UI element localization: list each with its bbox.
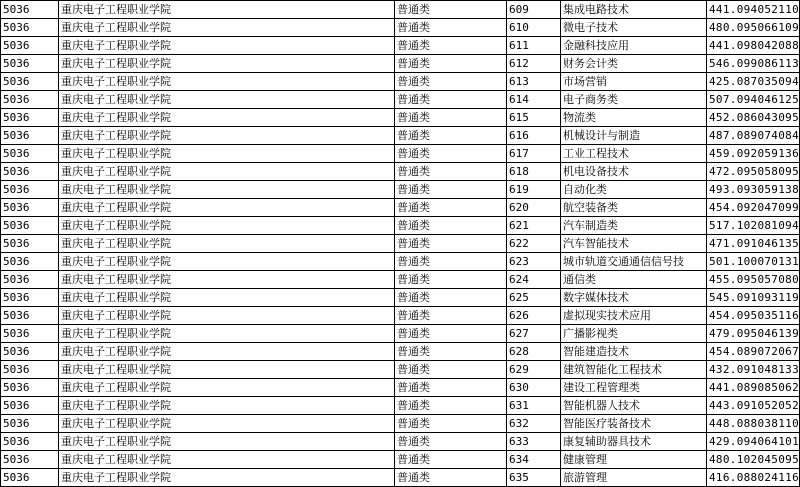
institution-code-cell: 5036 (1, 361, 59, 379)
school-name-cell: 重庆电子工程职业学院 (59, 415, 395, 433)
institution-code-cell: 5036 (1, 55, 59, 73)
table-row (1, 307, 800, 325)
score-cell: 501.100070131 (707, 253, 800, 271)
institution-code-cell: 5036 (1, 307, 59, 325)
major-code-cell: 617 (507, 145, 561, 163)
major-name-cell: 电子商务类 (561, 91, 707, 109)
category-cell: 普通类 (395, 307, 507, 325)
table-row (1, 55, 800, 73)
table-row (1, 235, 800, 253)
major-name-cell: 建筑智能化工程技术 (561, 361, 707, 379)
major-name-cell: 金融科技应用 (561, 37, 707, 55)
table-row (1, 19, 800, 37)
table-row (1, 91, 800, 109)
school-name-cell: 重庆电子工程职业学院 (59, 1, 395, 19)
major-code-cell: 610 (507, 19, 561, 37)
table-row (1, 145, 800, 163)
table-row (1, 415, 800, 433)
score-cell: 454.092047099 (707, 199, 800, 217)
table-row (1, 127, 800, 145)
school-name-cell: 重庆电子工程职业学院 (59, 73, 395, 91)
school-name-cell: 重庆电子工程职业学院 (59, 253, 395, 271)
institution-code-cell: 5036 (1, 181, 59, 199)
institution-code-cell: 5036 (1, 73, 59, 91)
category-cell: 普通类 (395, 55, 507, 73)
table-row (1, 343, 800, 361)
score-cell: 471.091046135 (707, 235, 800, 253)
major-code-cell: 635 (507, 469, 561, 487)
school-name-cell: 重庆电子工程职业学院 (59, 433, 395, 451)
score-cell: 480.102045095 (707, 451, 800, 469)
major-name-cell: 物流类 (561, 109, 707, 127)
category-cell: 普通类 (395, 433, 507, 451)
major-name-cell: 航空装备类 (561, 199, 707, 217)
category-cell: 普通类 (395, 415, 507, 433)
major-name-cell: 智能机器人技术 (561, 397, 707, 415)
major-code-cell: 609 (507, 1, 561, 19)
institution-code-cell: 5036 (1, 163, 59, 181)
category-cell: 普通类 (395, 19, 507, 37)
institution-code-cell: 5036 (1, 199, 59, 217)
table-row (1, 163, 800, 181)
table-row (1, 289, 800, 307)
score-cell: 441.094052110 (707, 1, 800, 19)
school-name-cell: 重庆电子工程职业学院 (59, 343, 395, 361)
major-name-cell: 智能医疗装备技术 (561, 415, 707, 433)
table-row (1, 37, 800, 55)
major-code-cell: 613 (507, 73, 561, 91)
score-cell: 487.089074084 (707, 127, 800, 145)
major-code-cell: 612 (507, 55, 561, 73)
major-code-cell: 620 (507, 199, 561, 217)
major-name-cell: 智能建造技术 (561, 343, 707, 361)
score-cell: 432.091048133 (707, 361, 800, 379)
school-name-cell: 重庆电子工程职业学院 (59, 19, 395, 37)
major-code-cell: 629 (507, 361, 561, 379)
score-cell: 452.086043095 (707, 109, 800, 127)
category-cell: 普通类 (395, 163, 507, 181)
major-name-cell: 市场营销 (561, 73, 707, 91)
table-row (1, 271, 800, 289)
institution-code-cell: 5036 (1, 235, 59, 253)
institution-code-cell: 5036 (1, 253, 59, 271)
table-body (1, 1, 800, 487)
institution-code-cell: 5036 (1, 109, 59, 127)
institution-code-cell: 5036 (1, 37, 59, 55)
table-row (1, 451, 800, 469)
institution-code-cell: 5036 (1, 397, 59, 415)
major-code-cell: 619 (507, 181, 561, 199)
major-code-cell: 615 (507, 109, 561, 127)
score-cell: 507.094046125 (707, 91, 800, 109)
score-cell: 545.091093119 (707, 289, 800, 307)
score-cell: 441.098042088 (707, 37, 800, 55)
school-name-cell: 重庆电子工程职业学院 (59, 181, 395, 199)
institution-code-cell: 5036 (1, 289, 59, 307)
major-code-cell: 611 (507, 37, 561, 55)
major-code-cell: 633 (507, 433, 561, 451)
major-code-cell: 626 (507, 307, 561, 325)
major-code-cell: 624 (507, 271, 561, 289)
institution-code-cell: 5036 (1, 379, 59, 397)
institution-code-cell: 5036 (1, 469, 59, 487)
institution-code-cell: 5036 (1, 91, 59, 109)
major-code-cell: 622 (507, 235, 561, 253)
category-cell: 普通类 (395, 289, 507, 307)
table-row (1, 73, 800, 91)
score-cell: 479.095046139 (707, 325, 800, 343)
school-name-cell: 重庆电子工程职业学院 (59, 379, 395, 397)
institution-code-cell: 5036 (1, 451, 59, 469)
major-name-cell: 数字媒体技术 (561, 289, 707, 307)
major-code-cell: 631 (507, 397, 561, 415)
category-cell: 普通类 (395, 451, 507, 469)
category-cell: 普通类 (395, 361, 507, 379)
table-row (1, 217, 800, 235)
category-cell: 普通类 (395, 343, 507, 361)
category-cell: 普通类 (395, 217, 507, 235)
school-name-cell: 重庆电子工程职业学院 (59, 199, 395, 217)
institution-code-cell: 5036 (1, 271, 59, 289)
major-code-cell: 630 (507, 379, 561, 397)
school-name-cell: 重庆电子工程职业学院 (59, 307, 395, 325)
institution-code-cell: 5036 (1, 415, 59, 433)
major-name-cell: 自动化类 (561, 181, 707, 199)
institution-code-cell: 5036 (1, 325, 59, 343)
major-code-cell: 625 (507, 289, 561, 307)
major-name-cell: 广播影视类 (561, 325, 707, 343)
category-cell: 普通类 (395, 325, 507, 343)
school-name-cell: 重庆电子工程职业学院 (59, 163, 395, 181)
school-name-cell: 重庆电子工程职业学院 (59, 235, 395, 253)
institution-code-cell: 5036 (1, 19, 59, 37)
category-cell: 普通类 (395, 253, 507, 271)
score-cell: 416.088024116 (707, 469, 800, 487)
major-name-cell: 旅游管理 (561, 469, 707, 487)
school-name-cell: 重庆电子工程职业学院 (59, 289, 395, 307)
major-code-cell: 634 (507, 451, 561, 469)
major-name-cell: 机械设计与制造 (561, 127, 707, 145)
institution-code-cell: 5036 (1, 433, 59, 451)
category-cell: 普通类 (395, 1, 507, 19)
category-cell: 普通类 (395, 91, 507, 109)
school-name-cell: 重庆电子工程职业学院 (59, 109, 395, 127)
table-row (1, 325, 800, 343)
major-name-cell: 通信类 (561, 271, 707, 289)
score-cell: 429.094064101 (707, 433, 800, 451)
school-name-cell: 重庆电子工程职业学院 (59, 469, 395, 487)
score-cell: 472.095058095 (707, 163, 800, 181)
major-name-cell: 汽车智能技术 (561, 235, 707, 253)
table-row (1, 109, 800, 127)
score-cell: 454.089072067 (707, 343, 800, 361)
major-code-cell: 628 (507, 343, 561, 361)
major-name-cell: 集成电路技术 (561, 1, 707, 19)
major-code-cell: 621 (507, 217, 561, 235)
major-name-cell: 健康管理 (561, 451, 707, 469)
score-cell: 443.091052052 (707, 397, 800, 415)
table-row (1, 181, 800, 199)
school-name-cell: 重庆电子工程职业学院 (59, 127, 395, 145)
major-code-cell: 614 (507, 91, 561, 109)
score-cell: 454.095035116 (707, 307, 800, 325)
institution-code-cell: 5036 (1, 145, 59, 163)
school-name-cell: 重庆电子工程职业学院 (59, 451, 395, 469)
score-cell: 448.088038110 (707, 415, 800, 433)
school-name-cell: 重庆电子工程职业学院 (59, 91, 395, 109)
score-cell: 480.095066109 (707, 19, 800, 37)
category-cell: 普通类 (395, 235, 507, 253)
table-row (1, 433, 800, 451)
category-cell: 普通类 (395, 37, 507, 55)
table-row (1, 199, 800, 217)
school-name-cell: 重庆电子工程职业学院 (59, 217, 395, 235)
school-name-cell: 重庆电子工程职业学院 (59, 145, 395, 163)
institution-code-cell: 5036 (1, 343, 59, 361)
major-name-cell: 财务会计类 (561, 55, 707, 73)
table-row (1, 397, 800, 415)
major-code-cell: 632 (507, 415, 561, 433)
category-cell: 普通类 (395, 145, 507, 163)
table-row (1, 469, 800, 487)
category-cell: 普通类 (395, 181, 507, 199)
category-cell: 普通类 (395, 379, 507, 397)
category-cell: 普通类 (395, 109, 507, 127)
score-cell: 425.087035094 (707, 73, 800, 91)
school-name-cell: 重庆电子工程职业学院 (59, 325, 395, 343)
major-name-cell: 汽车制造类 (561, 217, 707, 235)
category-cell: 普通类 (395, 397, 507, 415)
score-cell: 441.089085062 (707, 379, 800, 397)
table-row (1, 379, 800, 397)
school-name-cell: 重庆电子工程职业学院 (59, 271, 395, 289)
score-cell: 517.102081094 (707, 217, 800, 235)
category-cell: 普通类 (395, 73, 507, 91)
category-cell: 普通类 (395, 469, 507, 487)
major-name-cell: 虚拟现实技术应用 (561, 307, 707, 325)
institution-code-cell: 5036 (1, 1, 59, 19)
major-code-cell: 623 (507, 253, 561, 271)
major-code-cell: 618 (507, 163, 561, 181)
school-name-cell: 重庆电子工程职业学院 (59, 37, 395, 55)
score-cell: 455.095057080 (707, 271, 800, 289)
score-cell: 459.092059136 (707, 145, 800, 163)
category-cell: 普通类 (395, 127, 507, 145)
institution-code-cell: 5036 (1, 127, 59, 145)
major-name-cell: 康复辅助器具技术 (561, 433, 707, 451)
school-name-cell: 重庆电子工程职业学院 (59, 361, 395, 379)
table-row (1, 1, 800, 19)
school-name-cell: 重庆电子工程职业学院 (59, 55, 395, 73)
major-code-cell: 616 (507, 127, 561, 145)
major-name-cell: 机电设备技术 (561, 163, 707, 181)
score-cell: 546.099086113 (707, 55, 800, 73)
major-name-cell: 工业工程技术 (561, 145, 707, 163)
category-cell: 普通类 (395, 199, 507, 217)
table-row (1, 361, 800, 379)
institution-code-cell: 5036 (1, 217, 59, 235)
school-name-cell: 重庆电子工程职业学院 (59, 397, 395, 415)
major-name-cell: 微电子技术 (561, 19, 707, 37)
major-name-cell: 城市轨道交通通信信号技 (561, 253, 707, 271)
category-cell: 普通类 (395, 271, 507, 289)
score-cell: 493.093059138 (707, 181, 800, 199)
table-row (1, 253, 800, 271)
major-name-cell: 建设工程管理类 (561, 379, 707, 397)
major-code-cell: 627 (507, 325, 561, 343)
